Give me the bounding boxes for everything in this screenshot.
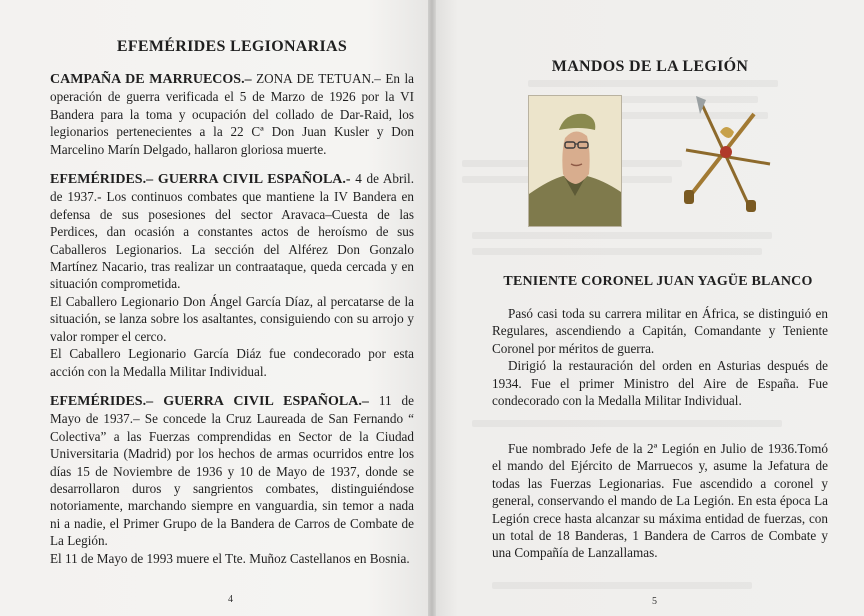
entry-1-title: CAMPAÑA DE MARRUECOS.– [50,72,252,87]
entry-2-text: 4 de Abril. de 1937.- Los continuos combates que mantiene la IV Bandera en defensa de sus posesiones del sector Aravaca–Cuesta de las Perdices, dan ocasión a constantes actos de heroísmo de sus Caballeros Legionarios. La sección del Alférez Don Gonzalo Martínez Nacario, tras realizar un contraataque, queda cercada y en situación comprometida. [50,171,415,292]
biography-paragraph: Pasó casi toda su carrera militar en África, se distinguió en Regulares, ascendiendo a Capitán, Comandante y Teniente Coronel por méritos de guerra. [492,306,828,356]
right-page-heading: MANDOS DE LA LEGIÓN [551,58,749,75]
entry-1 [50,70,414,158]
page-number-right: 5 [652,596,657,607]
page-number-left: 4 [228,594,233,605]
entry-2 [50,170,414,380]
portrait-image [529,96,621,226]
entry-1-text: ZONA DE TETUAN.– En la operación de guerra verificada el 5 de Marzo de 1926 por la VI Bandera para la toma y ocupación del collado de Dar-Raid, los legionarios pertenecientes a la 22 Cª Don Juan Kusler y Don Marcelino Marín Delgado, hallaron gloriosa muerte. [50,71,414,157]
entry-2-paragraph: El Caballero Legionario Don Ángel García Díaz, al percatarse de la situación, se lanza sobre los asaltantes, consiguiendo con su arrojo y valor romper el cerco. [50,293,414,344]
left-page-content [50,38,414,579]
commander-name: TENIENTE CORONEL JUAN YAGÜE BLANCO [503,274,813,289]
crossed-weapons-icon [670,92,776,220]
biography-block-2 [492,440,828,562]
biography-paragraph: Dirigió la restauración del orden en Asturias después de 1934. Fue el primer Ministro del Aire de España. Fue condecorado con la Medalla Militar Individual. [492,358,828,409]
legion-emblem [670,92,776,220]
biography-paragraph: Fue nombrado Jefe de la 2ª Legión en Julio de 1936.Tomó el mando del Ejército de Marruecos y, asume la Jefatura de todas las Fuerzas Legionarias. Fue ascendido a coronel y general, conservando el mando de La Legión. En esta época La Legión crece hasta alcanzar su máxima entidad de fuerzas, con un total de 18 Banderas, 1 Bandera de Carros de Combate y una Compañía de Lanzallamas. [492,441,828,561]
biography-block-1 [492,305,828,409]
entry-3-title: EFEMÉRIDES.– GUERRA CIVIL ESPAÑOLA.– [50,393,369,409]
entry-3 [50,392,414,567]
entry-3-paragraph: El 11 de Mayo de 1993 muere el Tte. Muñoz Castellanos en Bosnia. [50,550,410,566]
portrait-photo [528,95,622,227]
right-page [432,0,864,616]
left-page-heading: EFEMÉRIDES LEGIONARIAS [116,38,348,55]
entry-2-paragraph: El Caballero Legionario García Diáz fue condecorado por esta acción con la Medalla Militar Individual. [50,346,414,379]
book-gutter [428,0,436,616]
entry-3-text: 11 de Mayo de 1937.– Se concede la Cruz Laureada de San Fernando “ Colectiva” a las Fuerzas comprendidas en Sector de la Ciudad Universitaria (Madrid) por los hechos de armas ocurridos entre los días 15 de Noviembre de 1936 y 10 de Mayo de 1937, donde se desarrollaron duros y sangrientos combates, distinguiéndose notoriamente, marchando siempre en vanguardia, sin temor a nada ni a nadie, el Primer Grupo de la Bandera de Carros de Combate de La Legión. [50,392,414,549]
entry-2-title: EFEMÉRIDES.– GUERRA CIVIL ESPAÑOLA.- [50,172,351,188]
